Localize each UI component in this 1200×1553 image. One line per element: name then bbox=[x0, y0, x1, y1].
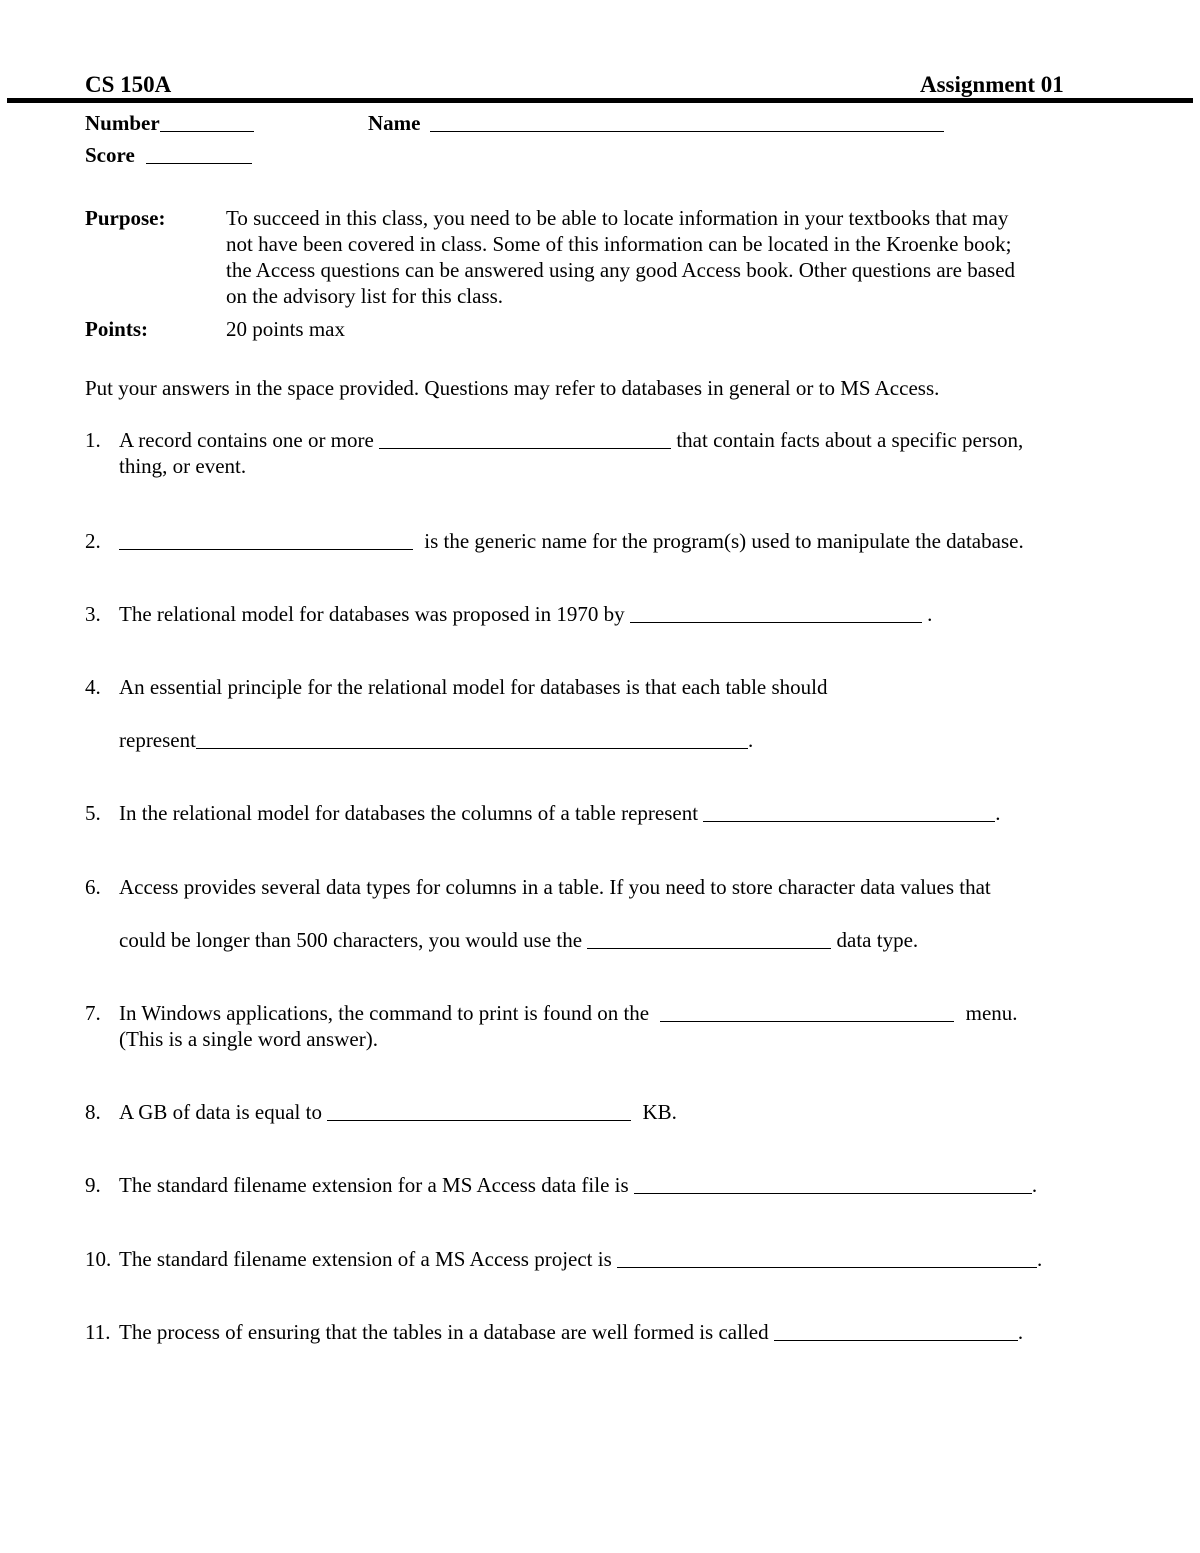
purpose-label: Purpose: bbox=[85, 206, 166, 230]
question-text: The standard filename extension for a MS Access data file is bbox=[119, 1173, 629, 1197]
question-5 bbox=[119, 800, 1001, 826]
instructions: Put your answers in the space provided. Questions may refer to databases in general or to MS Access. bbox=[85, 376, 940, 400]
question-text: . bbox=[1017, 1320, 1024, 1344]
name-label: Name bbox=[368, 111, 421, 135]
course-title: CS 150A bbox=[85, 72, 172, 97]
question-text: represent bbox=[119, 728, 196, 752]
answer-blank-2[interactable] bbox=[119, 531, 413, 550]
question-text: is the generic name for the program(s) used to manipulate the database. bbox=[424, 529, 1024, 553]
answer-blank-4[interactable] bbox=[196, 730, 748, 749]
answer-blank-1[interactable] bbox=[379, 430, 671, 449]
answer-blank-3[interactable] bbox=[630, 604, 922, 623]
question-text: menu. bbox=[965, 1001, 1018, 1025]
question-3 bbox=[119, 601, 932, 627]
question-text: . bbox=[1037, 1247, 1043, 1271]
question-number: 3. bbox=[85, 602, 101, 626]
question-6 bbox=[119, 927, 918, 953]
question-text: A GB of data is equal to bbox=[119, 1100, 322, 1124]
answer-blank-7[interactable] bbox=[660, 1003, 954, 1022]
question-text: . bbox=[995, 801, 1001, 825]
question-text: In Windows applications, the command to print is found on the bbox=[119, 1001, 650, 1025]
question-text: The relational model for databases was proposed in 1970 by bbox=[119, 602, 625, 626]
question-number: 11. bbox=[85, 1320, 111, 1344]
number-label: Number bbox=[85, 111, 160, 135]
name-blank[interactable] bbox=[430, 113, 944, 132]
question-7-line-2: (This is a single word answer). bbox=[119, 1027, 378, 1051]
question-text: In the relational model for databases the columns of a table represent bbox=[119, 801, 699, 825]
header-rule bbox=[7, 98, 1193, 103]
question-text: The process of ensuring that the tables in a database are well formed is called bbox=[119, 1320, 769, 1344]
question-text: data type. bbox=[836, 928, 919, 952]
question-number: 7. bbox=[85, 1001, 101, 1025]
question-text: . bbox=[927, 602, 933, 626]
question-text: that contain facts about a specific person, bbox=[676, 428, 1024, 452]
question-1 bbox=[119, 427, 1023, 453]
question-number: 10. bbox=[85, 1247, 112, 1271]
question-4 bbox=[119, 727, 753, 753]
question-9 bbox=[119, 1172, 1037, 1198]
assignment-title: Assignment 01 bbox=[920, 72, 1064, 97]
question-text: The standard filename extension of a MS Access project is bbox=[119, 1247, 612, 1271]
answer-blank-5[interactable] bbox=[703, 803, 995, 822]
answer-blank-8[interactable] bbox=[327, 1102, 631, 1121]
question-text: A record contains one or more bbox=[119, 428, 374, 452]
question-number: 2. bbox=[85, 529, 101, 553]
name-field bbox=[368, 110, 944, 136]
question-text: KB. bbox=[642, 1100, 677, 1124]
question-number: 5. bbox=[85, 801, 101, 825]
question-text: . bbox=[1031, 1173, 1038, 1197]
question-number: 4. bbox=[85, 675, 101, 699]
score-blank[interactable] bbox=[146, 145, 252, 164]
answer-blank-6[interactable] bbox=[587, 930, 831, 949]
question-number: 6. bbox=[85, 875, 101, 899]
question-11 bbox=[119, 1319, 1023, 1345]
question-number: 1. bbox=[85, 428, 101, 452]
purpose-line-2: not have been covered in class. Some of this information can be located in the Kroenke book; bbox=[226, 232, 1012, 256]
question-number: 8. bbox=[85, 1100, 101, 1124]
question-text: . bbox=[747, 728, 754, 752]
answer-blank-11[interactable] bbox=[774, 1322, 1018, 1341]
purpose-line-1: To succeed in this class, you need to be able to locate information in your textbooks that may bbox=[226, 206, 1009, 230]
points-value: 20 points max bbox=[226, 317, 345, 341]
answer-blank-10[interactable] bbox=[617, 1249, 1037, 1268]
question-8 bbox=[119, 1099, 677, 1125]
score-label: Score bbox=[85, 143, 135, 167]
question-number: 9. bbox=[85, 1173, 101, 1197]
question-7 bbox=[119, 1000, 1018, 1026]
answer-blank-9[interactable] bbox=[634, 1175, 1032, 1194]
purpose-line-4: on the advisory list for this class. bbox=[226, 284, 504, 308]
score-field bbox=[85, 142, 252, 168]
points-label: Points: bbox=[85, 317, 148, 341]
question-6-line-1: Access provides several data types for columns in a table. If you need to store character data values that bbox=[119, 875, 991, 899]
number-blank[interactable] bbox=[160, 113, 254, 132]
question-4-line-1: An essential principle for the relational model for databases is that each table should bbox=[119, 675, 828, 699]
question-1-line-2: thing, or event. bbox=[119, 454, 247, 478]
question-text: could be longer than 500 characters, you would use the bbox=[119, 928, 583, 952]
number-field bbox=[85, 110, 254, 136]
question-2 bbox=[119, 528, 1024, 554]
question-10 bbox=[119, 1246, 1042, 1272]
purpose-line-3: the Access questions can be answered using any good Access book. Other questions are based bbox=[226, 258, 1016, 282]
